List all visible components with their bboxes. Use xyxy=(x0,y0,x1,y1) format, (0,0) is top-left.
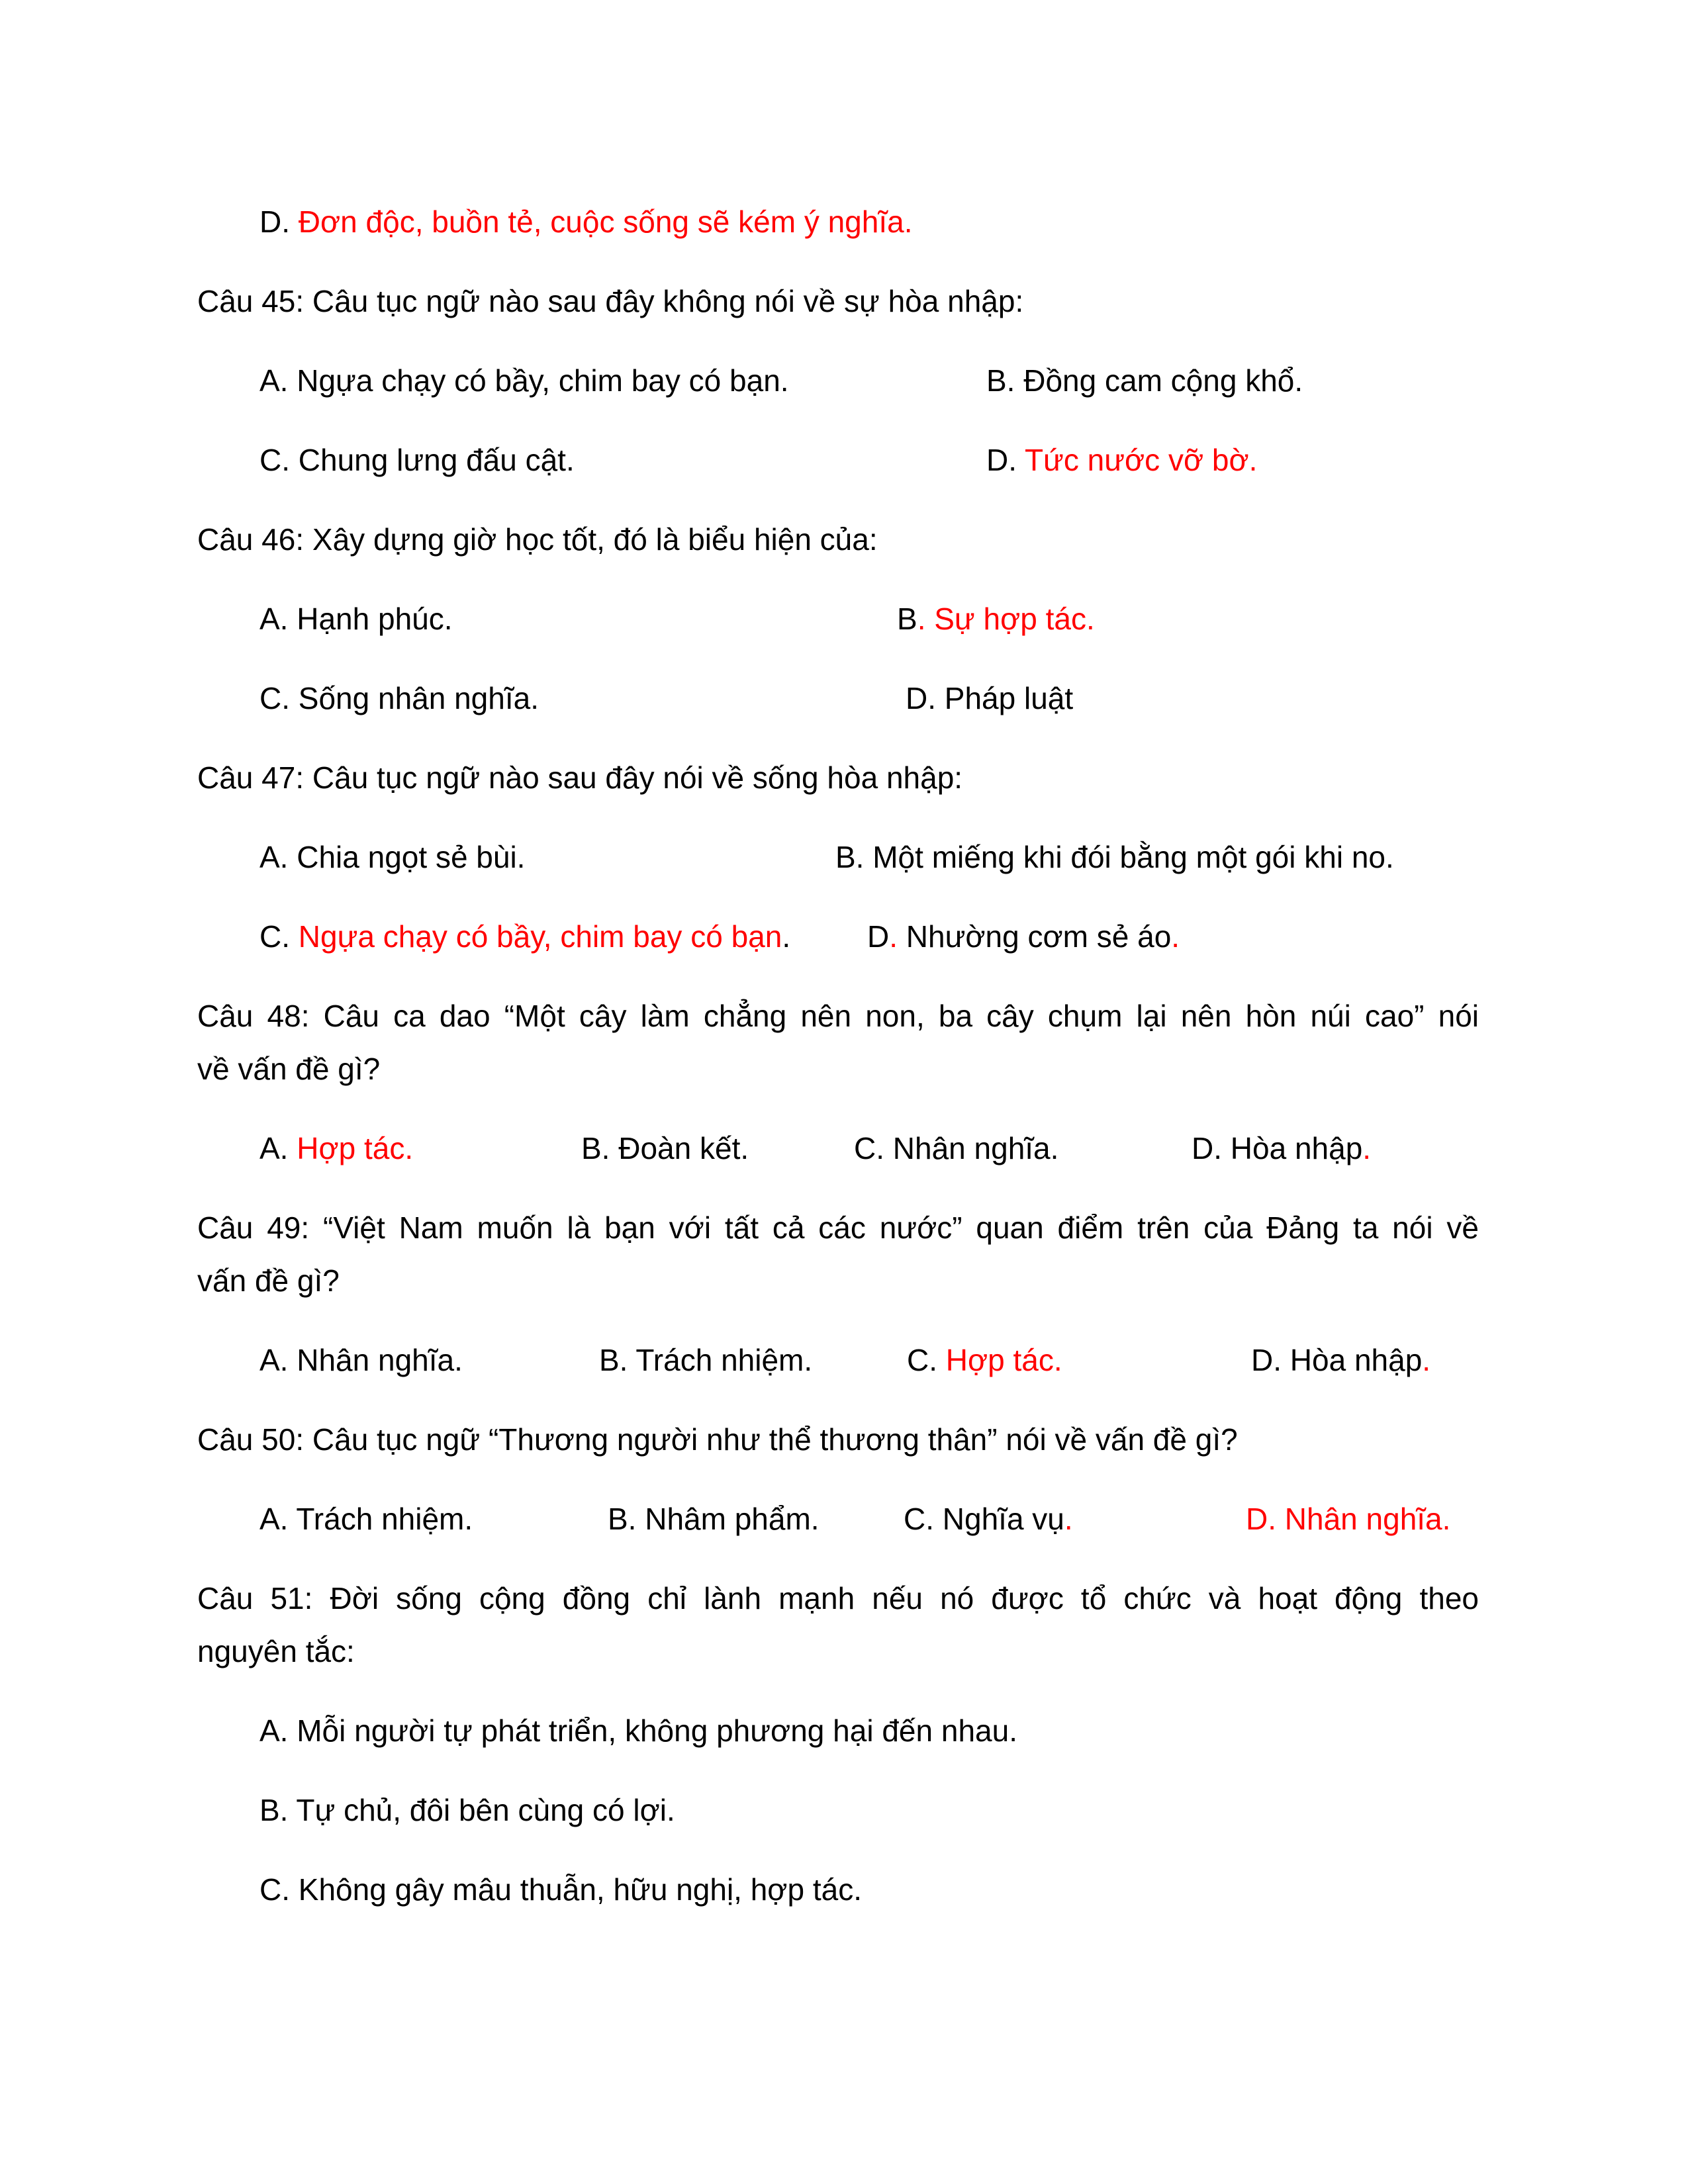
q51-question-line2: nguyên tắc: xyxy=(197,1634,355,1668)
option-answer-text: . Sự hợp tác. xyxy=(917,602,1095,636)
q45-option-c: C. Chung lưng đấu cật. xyxy=(259,443,575,477)
option-period: . xyxy=(782,919,791,954)
q50-option-a: A. Trách nhiệm. xyxy=(259,1502,473,1536)
q47-question: Câu 47: Câu tục ngữ nào sau đây nói về sống hòa nhập: xyxy=(197,760,963,795)
q46-option-d: D. Pháp luật xyxy=(906,681,1074,715)
q45-option-b: B. Đồng cam cộng khổ. xyxy=(986,363,1303,398)
q49-question-line2: vấn đề gì? xyxy=(197,1263,340,1298)
q48-option-b: B. Đoàn kết. xyxy=(581,1131,749,1165)
q48-option-d xyxy=(1192,1133,1371,1163)
option-letter: C. xyxy=(907,1343,937,1377)
q46-question: Câu 46: Xây dựng giờ học tốt, đó là biểu hiện của: xyxy=(197,522,878,557)
option-letter: C. xyxy=(259,919,290,954)
q50-question: Câu 50: Câu tục ngữ “Thương người như thể thương thân” nói về vấn đề gì? xyxy=(197,1422,1238,1457)
q45-question: Câu 45: Câu tục ngữ nào sau đây không nói về sự hòa nhập: xyxy=(197,284,1024,318)
q44-option-d xyxy=(259,206,913,237)
option-text: C. Nghĩa vụ xyxy=(904,1502,1064,1536)
q49-option-a: A. Nhân nghĩa. xyxy=(259,1343,463,1377)
q48-option-a xyxy=(259,1133,413,1163)
q45-option-a: A. Ngựa chạy có bầy, chim bay có bạn. xyxy=(259,363,789,398)
option-period: . xyxy=(1171,919,1180,954)
option-period: . xyxy=(1064,1502,1073,1536)
option-answer-text: Tức nước vỡ bờ. xyxy=(1024,443,1258,477)
option-answer-text: Ngựa chạy có bầy, chim bay có bạn xyxy=(298,919,782,954)
q48-option-c: C. Nhân nghĩa. xyxy=(854,1131,1059,1165)
q49-option-d xyxy=(1251,1345,1430,1375)
option-letter: D xyxy=(867,919,890,954)
option-text: D. Hòa nhập xyxy=(1251,1343,1423,1377)
option-letter: B xyxy=(897,602,917,636)
q47-option-d xyxy=(867,921,1180,952)
q50-option-b: B. Nhâm phẩm. xyxy=(608,1502,820,1536)
option-text: D. Hòa nhập xyxy=(1192,1131,1363,1165)
q51-question-line1: Câu 51: Đời sống cộng đồng chỉ lành mạnh nếu nó được tổ chức và hoạt động theo xyxy=(197,1581,1479,1615)
q48-question-line2: về vấn đề gì? xyxy=(197,1052,381,1086)
q48-question-line1: Câu 48: Câu ca dao “Một cây làm chẳng nên non, ba cây chụm lại nên hòn núi cao” nói xyxy=(197,999,1479,1033)
q51-option-b: B. Tự chủ, đôi bên cùng có lợi. xyxy=(259,1793,675,1827)
option-answer-text: Hợp tác. xyxy=(297,1131,414,1165)
q50-option-d: D. Nhân nghĩa. xyxy=(1246,1502,1451,1536)
q47-option-b: B. Một miếng khi đói bằng một gói khi no. xyxy=(835,840,1394,874)
q47-option-a: A. Chia ngọt sẻ bùi. xyxy=(259,840,526,874)
q49-question-line1: Câu 49: “Việt Nam muốn là bạn với tất cả các nước” quan điểm trên của Đảng ta nói về xyxy=(197,1210,1479,1245)
option-text: Nhường cơm sẻ áo xyxy=(898,919,1172,954)
option-letter: A. xyxy=(259,1131,289,1165)
option-period: . xyxy=(1362,1131,1372,1165)
q46-option-c: C. Sống nhân nghĩa. xyxy=(259,681,539,715)
q51-option-a: A. Mỗi người tự phát triển, không phương hại đến nhau. xyxy=(259,1713,1017,1748)
q49-option-b: B. Trách nhiệm. xyxy=(599,1343,813,1377)
option-period: . xyxy=(889,919,898,954)
q47-option-c xyxy=(259,921,790,952)
q46-option-b xyxy=(897,604,1095,634)
option-answer-text: Hợp tác. xyxy=(945,1343,1062,1377)
option-period: . xyxy=(1422,1343,1431,1377)
option-answer-text: Đơn độc, buồn tẻ, cuộc sống sẽ kém ý nghĩa. xyxy=(298,205,913,239)
q51-option-c: C. Không gây mâu thuẫn, hữu nghị, hợp tác. xyxy=(259,1872,862,1907)
option-letter: D. xyxy=(259,205,290,239)
q46-option-a: A. Hạnh phúc. xyxy=(259,602,453,636)
q50-option-c xyxy=(904,1504,1073,1534)
option-letter: D. xyxy=(986,443,1017,477)
q49-option-c xyxy=(907,1345,1062,1375)
q45-option-d xyxy=(986,445,1257,475)
